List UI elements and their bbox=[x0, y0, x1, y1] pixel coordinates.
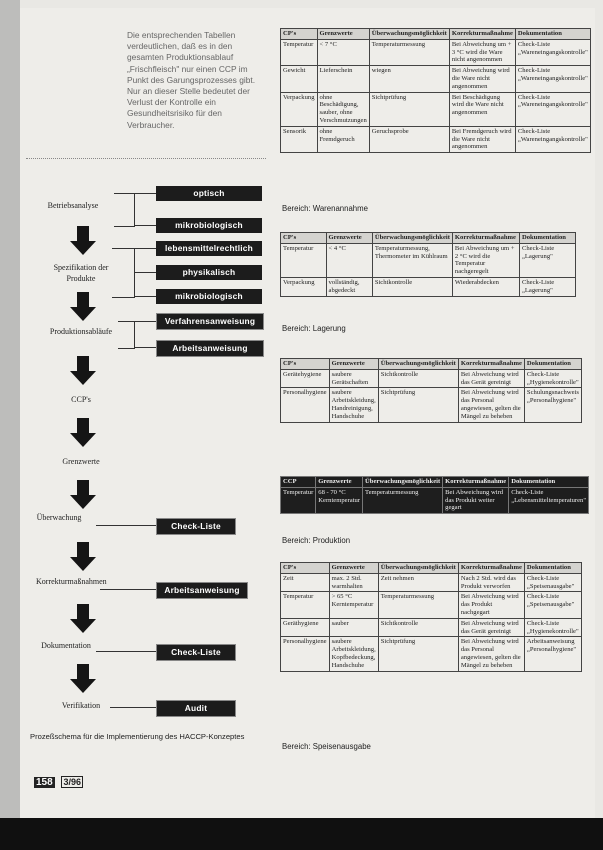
table-cell: Temperaturmessung bbox=[369, 39, 449, 65]
table-cell: Check-Liste „Lagerung" bbox=[519, 277, 575, 296]
step-korrekturmassnahmen: Korrekturmaßnahmen bbox=[36, 577, 107, 586]
column-header: Überwachungsmöglichkeit bbox=[378, 359, 458, 370]
table-cell: Sichtkontrolle bbox=[378, 618, 458, 637]
column-header: Dokumentation bbox=[509, 477, 589, 488]
table-cell: Sichtkontrolle bbox=[372, 277, 452, 296]
box-check-liste-2: Check-Liste bbox=[156, 644, 236, 661]
table-produktion-ccp bbox=[280, 476, 589, 514]
box-verfahrensanweisung: Verfahrensanweisung bbox=[156, 313, 264, 330]
scan-bottom-edge bbox=[0, 818, 603, 850]
box-optisch: optisch bbox=[156, 186, 262, 201]
column-header: Dokumentation bbox=[519, 233, 575, 244]
connector-bracket bbox=[112, 248, 135, 298]
flow-arrow bbox=[70, 226, 96, 256]
flow-arrow bbox=[70, 542, 96, 572]
connector-bracket bbox=[118, 321, 135, 349]
connector-line bbox=[100, 589, 156, 590]
caption-warenannahme: Bereich: Warenannahme bbox=[282, 204, 368, 213]
table-row bbox=[281, 592, 582, 618]
table-cell: > 65 °C Kerntemperatur bbox=[329, 592, 378, 618]
table-cell: Sensorik bbox=[281, 126, 318, 152]
table-cell: Temperaturmessung bbox=[378, 592, 458, 618]
table-cell: max. 2 Std. warmhalten bbox=[329, 573, 378, 592]
box-mikrobiologisch-2: mikrobiologisch bbox=[156, 289, 262, 304]
table-cell: Zeit nehmen bbox=[378, 573, 458, 592]
table-cell: Bei Abweichung wird das Produkt weiter gegart bbox=[443, 487, 509, 513]
table-row bbox=[281, 637, 582, 671]
table-cell: saubere Arbeitskleidung, Kopfbedeckung, Handschuhe bbox=[329, 637, 378, 671]
column-header: Korrekturmaßnahme bbox=[458, 359, 524, 370]
table-cell: Verpackung bbox=[281, 277, 327, 296]
table-produktion bbox=[280, 358, 582, 423]
scan-left-edge bbox=[0, 0, 20, 850]
flow-arrow bbox=[70, 604, 96, 634]
table-cell: Gerätehygiene bbox=[281, 369, 330, 388]
box-audit: Audit bbox=[156, 700, 236, 717]
table-row bbox=[281, 92, 591, 126]
table-cell: Verpackung bbox=[281, 92, 318, 126]
table-cell: Sichtprüfung bbox=[378, 637, 458, 671]
column-header: Korrekturmaßnahme bbox=[458, 563, 524, 574]
table-cell: Arbeitsanweisung „Personalhygiene" bbox=[524, 637, 581, 671]
table-cell: Temperatur bbox=[281, 592, 330, 618]
column-header: Überwachungsmöglichkeit bbox=[372, 233, 452, 244]
column-header: Grenzwerte bbox=[329, 563, 378, 574]
table-row bbox=[281, 277, 576, 296]
table-cell: Check-Liste „Hygienekontrolle" bbox=[524, 618, 581, 637]
box-physikalisch: physikalisch bbox=[156, 265, 262, 280]
table-cell: saubere Gerätschaften bbox=[329, 369, 378, 388]
magazine-issue: 3/96 bbox=[63, 777, 81, 787]
table-cell: Bei Abweichung wird die Ware nicht angenommen bbox=[449, 66, 515, 92]
step-verifikation: Verifikation bbox=[61, 701, 101, 710]
table-cell: Check-Liste „Hygienekontrolle" bbox=[524, 369, 581, 388]
box-lebensmittelrechtlich: lebensmittelrechtlich bbox=[156, 241, 262, 256]
table-cell: Geruchsprobe bbox=[369, 126, 449, 152]
table-cell: Zeit bbox=[281, 573, 330, 592]
table-header-row bbox=[281, 29, 591, 40]
connector-line bbox=[134, 272, 156, 273]
caption-lagerung: Bereich: Lagerung bbox=[282, 324, 346, 333]
table-cell: Bei Abweichung wird das Produkt nachgegart bbox=[458, 592, 524, 618]
connector-line bbox=[96, 525, 156, 526]
table-cell: ohne Fremdgeruch bbox=[317, 126, 369, 152]
table-cell: Check-Liste „Wareneingangskontrolle" bbox=[515, 66, 590, 92]
table-cell: Sichtkontrolle bbox=[378, 369, 458, 388]
table-cell: Bei Abweichung wird das Personal angewiesen, gelten die Mängel zu beheben bbox=[458, 388, 524, 422]
table-cell: sauber bbox=[329, 618, 378, 637]
table-header-row bbox=[281, 359, 582, 370]
page-footer bbox=[34, 776, 83, 788]
column-header: CP's bbox=[281, 359, 330, 370]
step-grenzwerte: Grenzwerte bbox=[62, 457, 100, 466]
table-cell: Check-Liste „Speisenausgabe" bbox=[524, 592, 581, 618]
step-ccps: CCP's bbox=[71, 395, 91, 404]
table-row bbox=[281, 573, 582, 592]
intro-paragraph: Die entsprechenden Tabellen verdeutlichen, daß es in den gesamten Produktionsablauf „Frischfleisch" nur einen CCP im Punkt des Garungsprozesses gibt. Nur an dieser Stelle bedeutet der Verlust der Kontrolle ein Gesundheitsrisiko für den Verbraucher. bbox=[127, 30, 256, 130]
connector-line bbox=[96, 651, 156, 652]
step-dokumentation: Dokumentation bbox=[41, 641, 91, 650]
table-row bbox=[281, 618, 582, 637]
column-header: Dokumentation bbox=[515, 29, 590, 40]
dotted-separator bbox=[26, 158, 266, 159]
connector-line bbox=[134, 321, 156, 322]
box-arbeitsanweisung: Arbeitsanweisung bbox=[156, 340, 264, 357]
column-header: Dokumentation bbox=[524, 359, 581, 370]
table-cell: Lieferschein bbox=[317, 66, 369, 92]
table-row bbox=[281, 388, 582, 422]
connector-line bbox=[134, 347, 156, 348]
table-cell: Check-Liste „Wareneingangskontrolle" bbox=[515, 92, 590, 126]
connector-line bbox=[134, 225, 156, 226]
table-row bbox=[281, 66, 591, 92]
table-cell: Temperaturmessung bbox=[363, 487, 443, 513]
table-cell: Personalhygiene bbox=[281, 637, 330, 671]
box-check-liste: Check-Liste bbox=[156, 518, 236, 535]
column-header: Überwachungsmöglichkeit bbox=[363, 477, 443, 488]
column-header: Korrekturmaßnahme bbox=[449, 29, 515, 40]
table-row bbox=[281, 487, 589, 513]
connector-line bbox=[110, 707, 156, 708]
table-cell: Bei Abweichung wird das Personal angewiesen, gelten die Mängel zu beheben bbox=[458, 637, 524, 671]
column-header: Grenzwerte bbox=[329, 359, 378, 370]
column-header: CP's bbox=[281, 233, 327, 244]
table-cell: Check-Liste „Wareneingangskontrolle" bbox=[515, 126, 590, 152]
column-header: Korrekturmaßnahme bbox=[443, 477, 509, 488]
table-cell: < 4 °C bbox=[326, 243, 372, 277]
table-cell: Check-Liste „Lagerung" bbox=[519, 243, 575, 277]
flow-arrow bbox=[70, 356, 96, 386]
table-cell: Sichtprüfung bbox=[378, 388, 458, 422]
table-lagerung bbox=[280, 232, 576, 297]
table-row bbox=[281, 369, 582, 388]
column-header: Überwachungsmöglichkeit bbox=[369, 29, 449, 40]
table-cell: 68 - 70 °C Kerntemperatur bbox=[316, 487, 363, 513]
table-cell: Geräthygiene bbox=[281, 618, 330, 637]
table-cell: Bei Abweichung um + 2 °C wird die Temperatur nachgeregelt bbox=[452, 243, 519, 277]
table-cell: Wiederabdecken bbox=[452, 277, 519, 296]
table-speisenausgabe bbox=[280, 562, 582, 672]
table-cell: saubere Arbeitskleidung, Handreinigung, Handschuhe bbox=[329, 388, 378, 422]
table-cell: < 7 °C bbox=[317, 39, 369, 65]
column-header: Grenzwerte bbox=[316, 477, 363, 488]
table-cell: Nach 2 Std. wird das Produkt verworfen bbox=[458, 573, 524, 592]
box-arbeitsanweisung-2: Arbeitsanweisung bbox=[156, 582, 248, 599]
table-header-row bbox=[281, 563, 582, 574]
caption-produktion: Bereich: Produktion bbox=[282, 536, 351, 545]
table-cell: Check-Liste „Speisenausgabe" bbox=[524, 573, 581, 592]
table-header-row bbox=[281, 233, 576, 244]
step-produktionsablaeufe: Produktionsabläufe bbox=[49, 327, 113, 336]
table-warenannahme bbox=[280, 28, 591, 153]
step-betriebsanalyse: Betriebsanalyse bbox=[47, 201, 99, 210]
table-cell: Temperatur bbox=[281, 243, 327, 277]
column-header: Überwachungsmöglichkeit bbox=[378, 563, 458, 574]
table-cell: Bei Fremdgeruch wird die Ware nicht angenommen bbox=[449, 126, 515, 152]
table-row bbox=[281, 243, 576, 277]
table-cell: Bei Abweichung wird das Gerät gereinigt bbox=[458, 618, 524, 637]
connector-line bbox=[134, 248, 156, 249]
table-cell: Schulungsnachweis „Personalhygiene" bbox=[524, 388, 581, 422]
table-cell: Check-Liste „Lebensmitteltemperaturen" bbox=[509, 487, 589, 513]
table-row bbox=[281, 126, 591, 152]
column-header: CP's bbox=[281, 29, 318, 40]
table-cell: wiegen bbox=[369, 66, 449, 92]
table-cell: Personalhygiene bbox=[281, 388, 330, 422]
table-cell: Gewicht bbox=[281, 66, 318, 92]
box-mikrobiologisch: mikrobiologisch bbox=[156, 218, 262, 233]
connector-bracket bbox=[114, 193, 135, 227]
table-cell: Bei Abweichung wird das Gerät gereinigt bbox=[458, 369, 524, 388]
flow-arrow bbox=[70, 292, 96, 322]
table-cell: Check-Liste „Wareneingangskontrolle" bbox=[515, 39, 590, 65]
connector-line bbox=[134, 296, 156, 297]
table-cell: ohne Beschädigung, sauber, ohne Verschmutzungen bbox=[317, 92, 369, 126]
column-header: Korrekturmaßnahme bbox=[452, 233, 519, 244]
flow-arrow bbox=[70, 664, 96, 694]
column-header: Dokumentation bbox=[524, 563, 581, 574]
table-cell: Bei Beschädigung wird die Ware nicht angenommen bbox=[449, 92, 515, 126]
table-cell: Temperatur bbox=[281, 487, 316, 513]
column-header: Grenzwerte bbox=[326, 233, 372, 244]
diagram-legend: Prozeßschema für die Implementierung des HACCP-Konzeptes bbox=[30, 732, 245, 741]
column-header: CP's bbox=[281, 563, 330, 574]
table-cell: Sichtprüfung bbox=[369, 92, 449, 126]
page-number: 158 bbox=[36, 777, 53, 788]
connector-line bbox=[134, 193, 156, 194]
table-row bbox=[281, 39, 591, 65]
flow-arrow bbox=[70, 418, 96, 448]
table-cell: vollständig, abgedeckt bbox=[326, 277, 372, 296]
column-header: CCP bbox=[281, 477, 316, 488]
caption-speisenausgabe: Bereich: Speisenausgabe bbox=[282, 742, 371, 751]
step-spezifikation: Spezifikation der Produkte bbox=[53, 263, 109, 283]
flow-arrow bbox=[70, 480, 96, 510]
table-cell: Bei Abweichung um + 3 °C wird die Ware nicht angenommen bbox=[449, 39, 515, 65]
table-header-row bbox=[281, 477, 589, 488]
column-header: Grenzwerte bbox=[317, 29, 369, 40]
table-cell: Temperatur bbox=[281, 39, 318, 65]
step-ueberwachung: Überwachung bbox=[36, 513, 82, 522]
table-cell: Temperaturmessung, Thermometer im Kühlraum bbox=[372, 243, 452, 277]
